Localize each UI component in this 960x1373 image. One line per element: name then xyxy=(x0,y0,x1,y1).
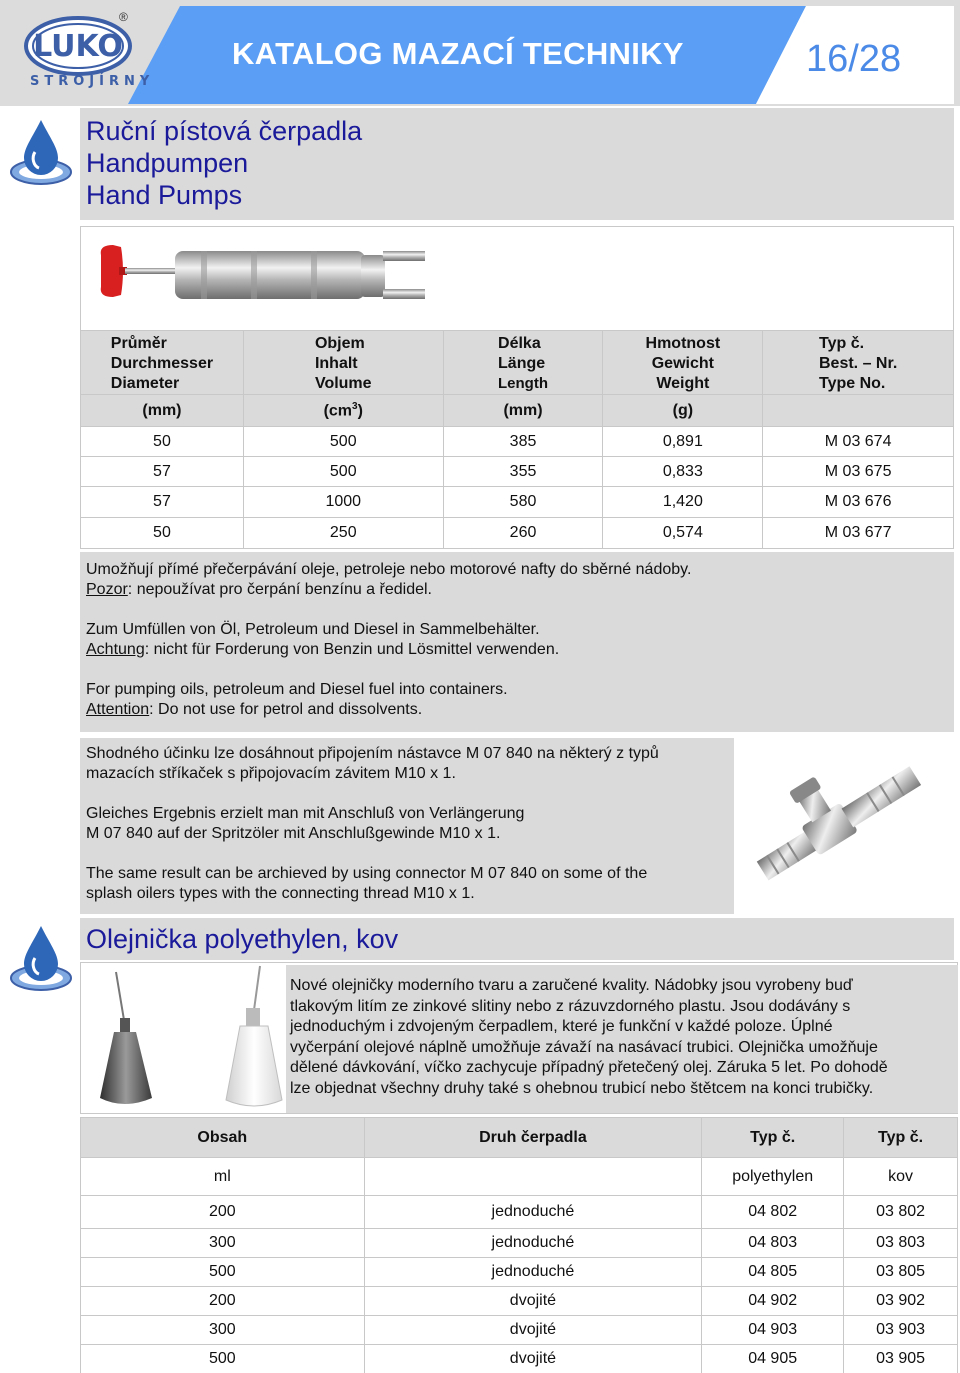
table-row xyxy=(81,1287,958,1316)
oilers-table-unit-row xyxy=(81,1158,958,1196)
unit-mm: (mm) xyxy=(443,395,603,427)
table-row xyxy=(81,1345,958,1373)
cell-pump-type: jednoduché xyxy=(364,1229,702,1258)
cell-type-poly: 04 905 xyxy=(702,1345,844,1373)
connector-note-cs: Shodného účinku lze dosáhnout připojením nástavce M 07 840 na některý z typů mazacích stříkaček s připojovacím závitem M10 x 1. xyxy=(86,745,659,782)
description-line: vyčerpání olejové náplně umožňuje závaží na nasávací trubici. Olejnička umožňuje xyxy=(290,1038,878,1056)
unit-ml: ml xyxy=(81,1158,365,1196)
cell-type-poly: 04 902 xyxy=(702,1287,844,1316)
section-oilers-heading xyxy=(80,918,954,960)
pump-table-unit-row xyxy=(81,395,954,427)
table-row xyxy=(81,427,954,457)
col-weight-header: Hmotnost Gewicht Weight xyxy=(603,331,763,395)
note-de: Zum Umfüllen von Öl, Petroleum und Diesel in Sammelbehälter. Achtung: nicht für Forderung von Benzin und Lösmittel verwenden. xyxy=(86,621,560,658)
cell-length: 260 xyxy=(443,518,603,549)
cell-volume: 500 xyxy=(243,427,443,457)
cell-weight: 1,420 xyxy=(603,487,763,518)
cell-volume: 1000 xyxy=(243,487,443,518)
cell-type: M 03 676 xyxy=(763,487,954,518)
brand-subtitle: STROJÍRNY xyxy=(30,74,155,89)
cell-type-metal: 03 803 xyxy=(844,1229,958,1258)
unit-empty xyxy=(763,395,954,427)
page-number: 16/28 xyxy=(806,38,902,80)
cell-type-metal: 03 902 xyxy=(844,1287,958,1316)
usage-note xyxy=(80,552,954,732)
pump-table-header-row xyxy=(81,331,954,395)
cell-type: M 03 677 xyxy=(763,518,954,549)
connector-note-en: The same result can be archieved by using connector M 07 840 on some of the splash oilers types with the connecting thread M10 x 1. xyxy=(86,865,648,902)
unit-mm: (mm) xyxy=(81,395,244,427)
cell-content: 300 xyxy=(81,1316,365,1345)
warning-label: Achtung xyxy=(86,641,145,658)
catalog-title: KATALOG MAZACÍ TECHNIKY xyxy=(232,36,684,71)
oil-drop-icon xyxy=(8,922,74,996)
note-en: For pumping oils, petroleum and Diesel fuel into containers. Attention: Do not use for petrol and dissolvents. xyxy=(86,681,508,718)
cell-type-poly: 04 903 xyxy=(702,1316,844,1345)
cell-content: 300 xyxy=(81,1229,365,1258)
table-row xyxy=(81,1258,958,1287)
cell-diameter: 50 xyxy=(81,427,244,457)
table-row xyxy=(81,518,954,549)
oilers-table-header-row xyxy=(81,1118,958,1158)
col-pump-type-header: Druh čerpadla xyxy=(364,1118,702,1158)
cell-type-metal: 03 903 xyxy=(844,1316,958,1345)
cell-weight: 0,574 xyxy=(603,518,763,549)
table-row xyxy=(81,457,954,487)
cell-content: 200 xyxy=(81,1196,365,1229)
description-line: Nové olejničky moderního tvaru a zaručené kvality. Nádobky jsou vyrobeny buď xyxy=(290,977,853,994)
section-hand-pumps-heading xyxy=(80,108,954,220)
description-line: jednoduchým i zdvojeným čerpadlem, které je funkční v každé poloze. Úplné xyxy=(290,1018,833,1035)
connector-note-de: Gleiches Ergebnis erzielt man mit Anschluß von Verlängerung M 07 840 auf der Spritzöler mit Anschlußgewinde M10 x 1. xyxy=(86,805,525,842)
cell-type-poly: 04 803 xyxy=(702,1229,844,1258)
cell-diameter: 57 xyxy=(81,487,244,518)
page-header xyxy=(0,0,960,106)
oilers-table xyxy=(80,1117,958,1373)
table-row xyxy=(81,1229,958,1258)
warning-label: Pozor xyxy=(86,581,128,598)
description-line: lze objednat všechny druhy také s ohebnou trubicí nebo štětcem na konci trubičky. xyxy=(290,1079,874,1097)
col-volume-header: Objem Inhalt Volume xyxy=(243,331,443,395)
pump-spec-table xyxy=(80,330,954,549)
unit-polyethylene: polyethylen xyxy=(702,1158,844,1196)
cell-volume: 500 xyxy=(243,457,443,487)
cell-length: 355 xyxy=(443,457,603,487)
description-line: tlakovým litím ze zinkové slitiny nebo z rázuvzdorného plastu. Jsou dodávány s xyxy=(290,997,851,1015)
title-en: Hand Pumps xyxy=(86,180,243,210)
cell-content: 500 xyxy=(81,1258,365,1287)
col-content-header: Obsah xyxy=(81,1118,365,1158)
cell-volume: 250 xyxy=(243,518,443,549)
connector-image xyxy=(740,740,940,910)
logo-lettering: LUKO xyxy=(33,29,123,64)
col-type-metal-header: Typ č. xyxy=(844,1118,958,1158)
cell-diameter: 50 xyxy=(81,518,244,549)
cell-type-poly: 04 802 xyxy=(702,1196,844,1229)
unit-empty xyxy=(364,1158,702,1196)
cell-type-metal: 03 905 xyxy=(844,1345,958,1373)
oilers-description xyxy=(286,965,958,1113)
connector-note xyxy=(80,738,734,914)
table-row xyxy=(81,487,954,518)
cell-type-metal: 03 805 xyxy=(844,1258,958,1287)
cell-content: 500 xyxy=(81,1345,365,1373)
table-row xyxy=(81,1196,958,1229)
oilers-image xyxy=(90,964,286,1112)
oilers-title: Olejnička polyethylen, kov xyxy=(86,924,399,954)
title-cs: Ruční pístová čerpadla xyxy=(86,116,363,146)
warning-label: Attention xyxy=(86,701,150,718)
cell-length: 385 xyxy=(443,427,603,457)
unit-metal: kov xyxy=(844,1158,958,1196)
cell-diameter: 57 xyxy=(81,457,244,487)
cell-pump-type: jednoduché xyxy=(364,1196,702,1229)
col-length-header: Délka Länge Length xyxy=(443,331,603,395)
pump-image-box xyxy=(80,226,954,331)
description-line: dělené dávkování, víčko zachycuje případný přetečený olej. Záruka 5 let. Po dohodě xyxy=(290,1059,888,1076)
oil-drop-icon xyxy=(8,116,74,190)
cell-content: 200 xyxy=(81,1287,365,1316)
cell-length: 580 xyxy=(443,487,603,518)
cell-pump-type: dvojité xyxy=(364,1345,702,1373)
hand-pump-image xyxy=(91,231,451,331)
title-de: Handpumpen xyxy=(86,148,249,178)
unit-g: (g) xyxy=(603,395,763,427)
cell-type: M 03 674 xyxy=(763,427,954,457)
cell-type-poly: 04 805 xyxy=(702,1258,844,1287)
cell-pump-type: dvojité xyxy=(364,1316,702,1345)
cell-pump-type: dvojité xyxy=(364,1287,702,1316)
col-diameter-header: Průměr Durchmesser Diameter xyxy=(81,331,244,395)
table-row xyxy=(81,1316,958,1345)
cell-type-metal: 03 802 xyxy=(844,1196,958,1229)
cell-weight: 0,833 xyxy=(603,457,763,487)
cell-type: M 03 675 xyxy=(763,457,954,487)
note-cs: Umožňují přímé přečerpávání oleje, petroleje nebo motorové nafty do sběrné nádoby. Pozor: nepoužívat pro čerpání benzínu a ředidel. xyxy=(86,561,692,598)
col-type-poly-header: Typ č. xyxy=(702,1118,844,1158)
cell-pump-type: jednoduché xyxy=(364,1258,702,1287)
col-type-header: Typ č. Best. – Nr. Type No. xyxy=(763,331,954,395)
registered-mark: ® xyxy=(119,10,128,24)
cell-weight: 0,891 xyxy=(603,427,763,457)
unit-cm3: $(cm^3)$ xyxy=(243,395,443,427)
